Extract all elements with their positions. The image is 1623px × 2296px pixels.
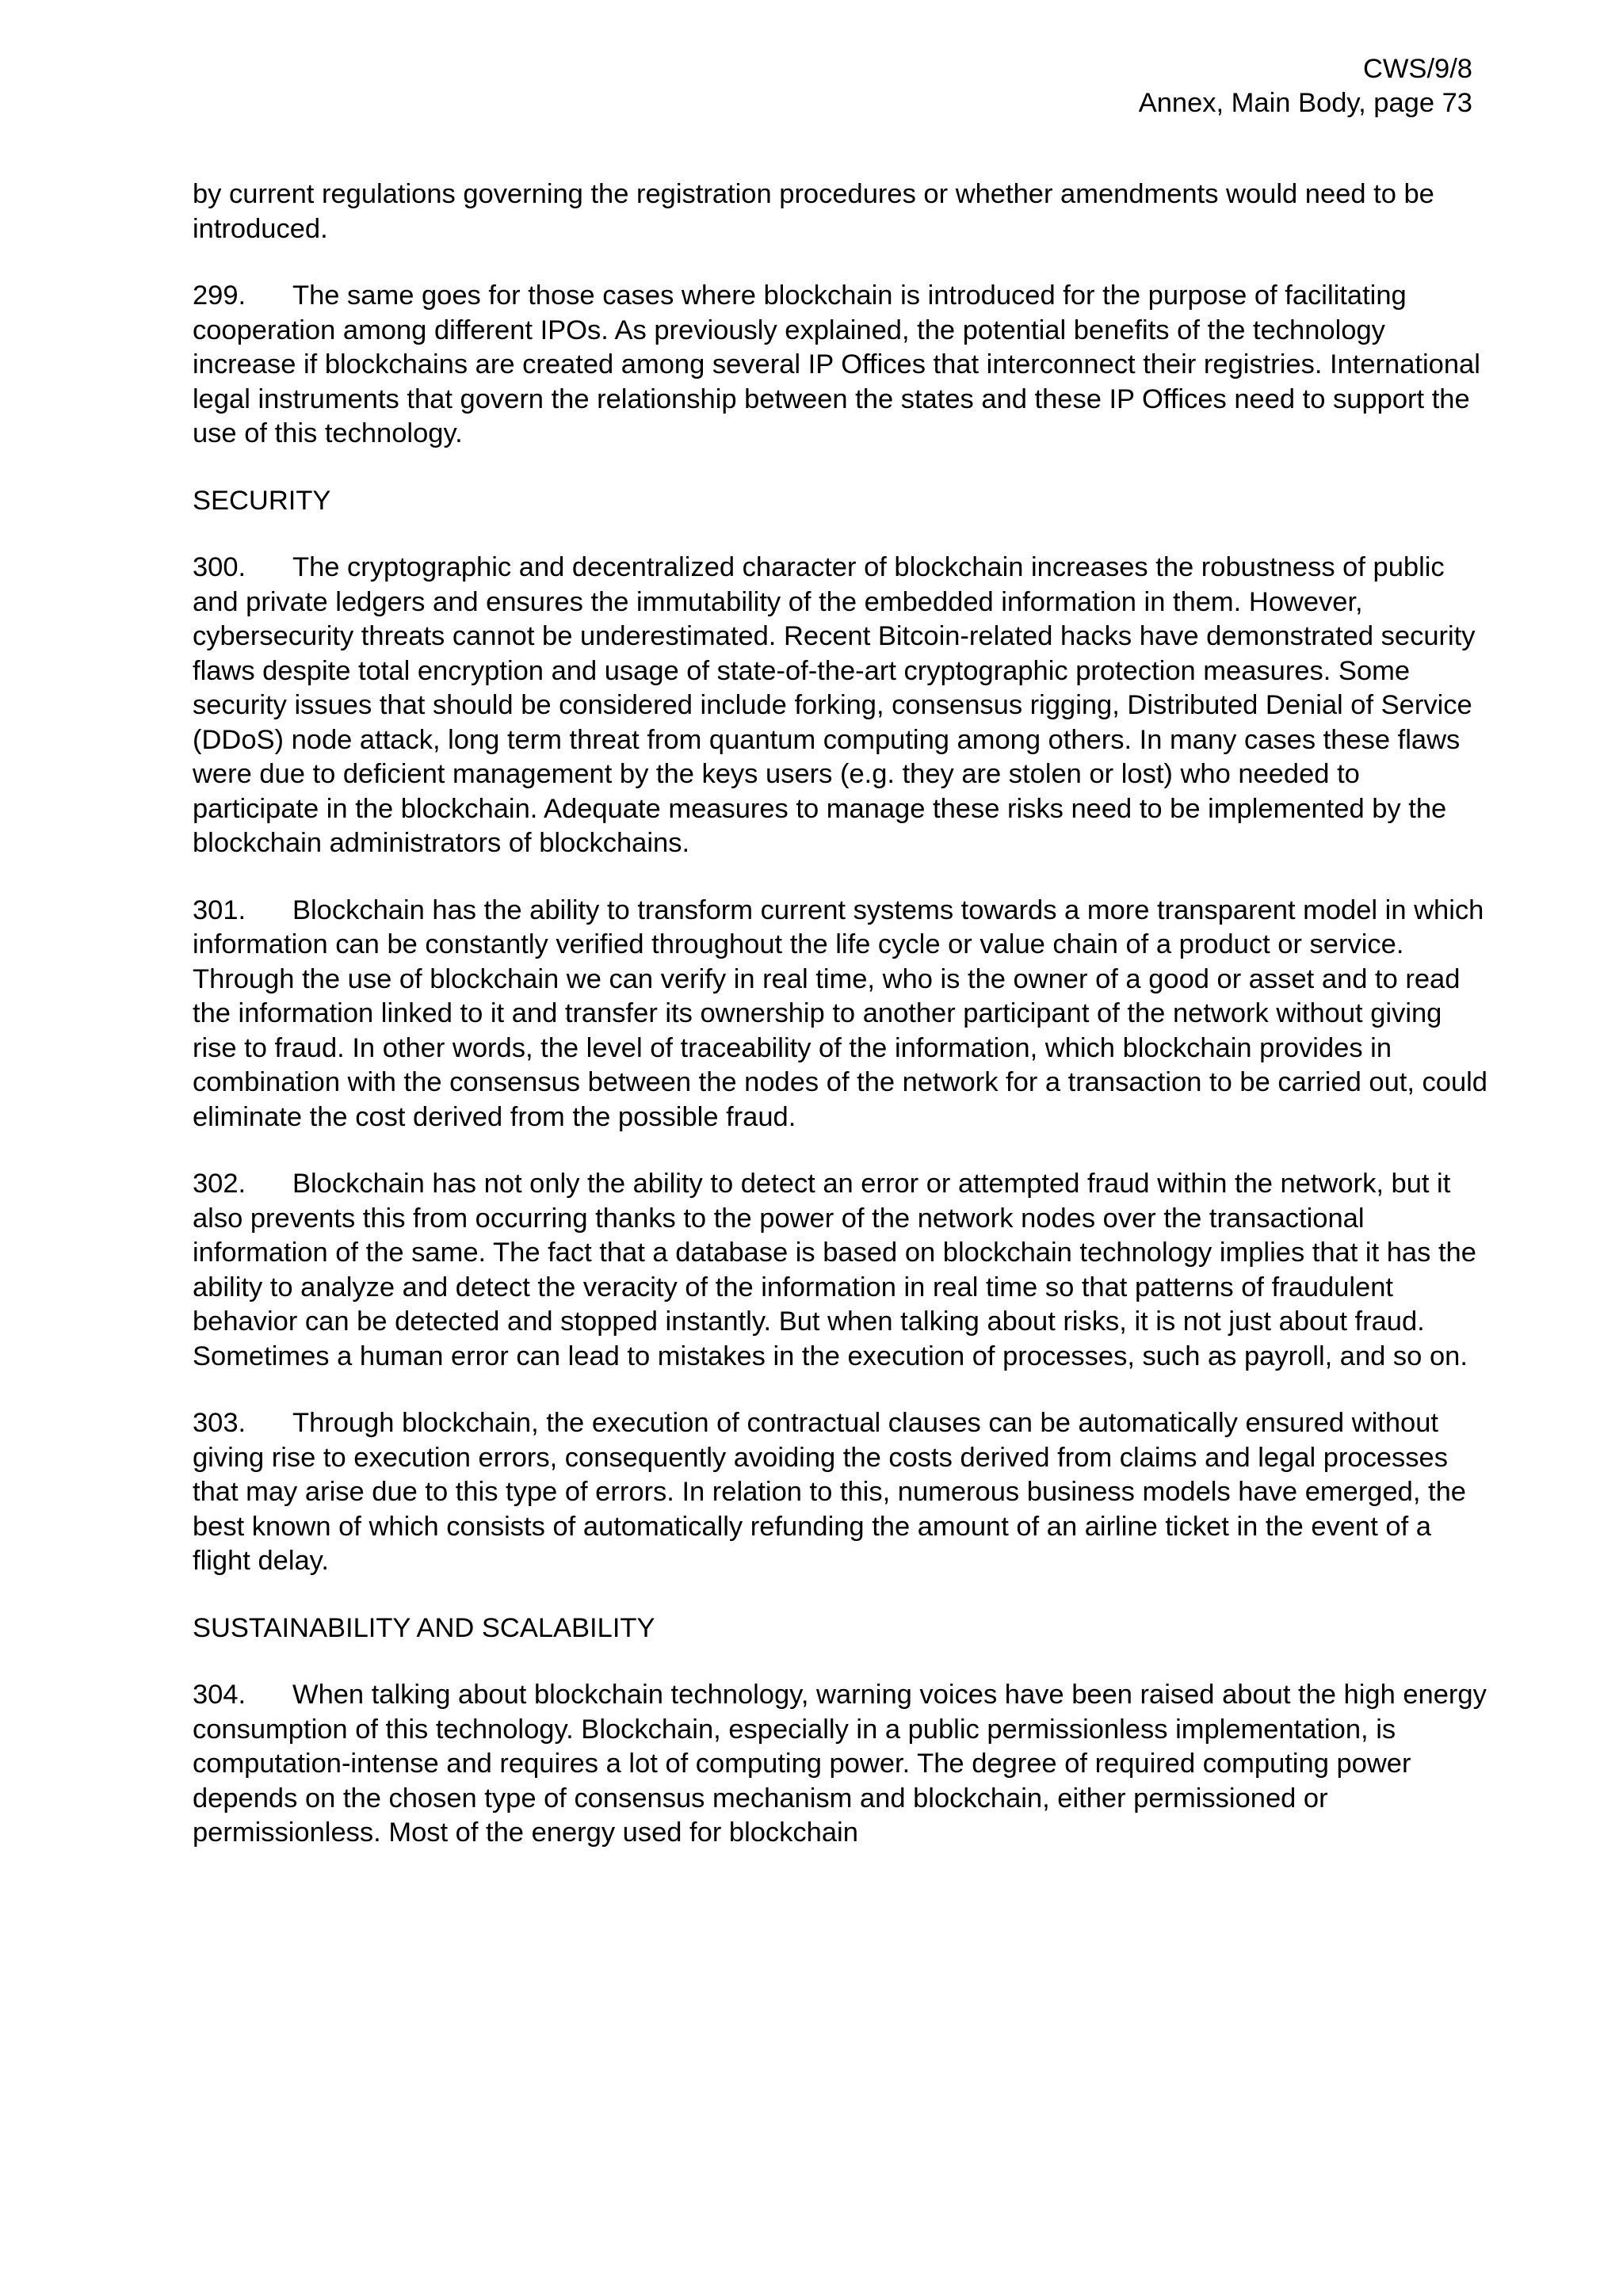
paragraph-text: The cryptographic and decentralized character of blockchain increases the robustness of public and private ledgers and ensures the immutability of the embedded information in them. However, cybersecurity threats cannot be underestimated. Recent Bitcoin-related hacks have demonstrated security flaws despite total encryption and usage of state-of-the-art cryptographic protection measures. Some security issues that should be considered include forking, consensus rigging, Distributed Denial of Service (DDoS) node attack, long term threat from quantum computing among others. In many cases these flaws were due to deficient management by the keys users (e.g. they are stolen or lost) who needed to participate in the blockchain. Adequate measures to manage these risks need to be implemented by the blockchain administrators of blockchains.: [193, 552, 1476, 858]
paragraph-302: [193, 1167, 1492, 1374]
paragraph-number: 303.: [193, 1408, 246, 1438]
paragraph-number: 301.: [193, 894, 246, 925]
section-heading-security: SECURITY: [193, 485, 331, 516]
page-reference: Annex, Main Body, page 73: [1138, 88, 1472, 118]
paragraph-text: Through blockchain, the execution of contractual clauses can be automatically ensured without giving rise to execution errors, consequently avoiding the costs derived from claims and legal processes that may arise due to this type of errors. In relation to this, numerous business models have emerged, the best known of which consists of automatically refunding the amount of an airline ticket in the event of a flight delay.: [193, 1408, 1466, 1576]
paragraph-text: The same goes for those cases where blockchain is introduced for the purpose of facilitating cooperation among different IPOs. As previously explained, the potential benefits of the technology increase if blockchains are created among several IP Offices that interconnect their registries. International legal instruments that govern the relationship between the states and these IP Offices need to support the use of this technology.: [193, 280, 1480, 448]
paragraph-number: 300.: [193, 552, 246, 582]
continuation-paragraph: by current regulations governing the registration procedures or whether amendments would need to be introduced.: [193, 179, 1434, 244]
document-body: [193, 177, 1492, 1883]
paragraph-300: [193, 551, 1492, 861]
paragraph-text: Blockchain has the ability to transform current systems towards a more transparent model in which information can be constantly verified throughout the life cycle or value chain of a product or service. Through the use of blockchain we can verify in real time, who is the owner of a good or asset and to read the information linked to it and transfer its ownership to another participant of the network without giving rise to fraud. In other words, the level of traceability of the information, which blockchain provides in combination with the consensus between the nodes of the network for a transaction to be carried out, could eliminate the cost derived from the possible fraud.: [193, 894, 1487, 1132]
page-header: [1139, 52, 1472, 120]
paragraph-number: 299.: [193, 280, 246, 311]
section-heading-sustainability: SUSTAINABILITY AND SCALABILITY: [193, 1612, 655, 1643]
paragraph-text: When talking about blockchain technology, warning voices have been raised about the high energy consumption of this technology. Blockchain, especially in a public permissionless implementation, is computation-intense and requires a lot of computing power. The degree of required computing power depends on the chosen type of consensus mechanism and blockchain, either permissioned or permissionless. Most of the energy used for blockchain: [193, 1680, 1487, 1848]
paragraph-304: [193, 1678, 1492, 1851]
paragraph-303: [193, 1406, 1492, 1579]
paragraph-number: 304.: [193, 1680, 246, 1710]
paragraph-text: Blockchain has not only the ability to detect an error or attempted fraud within the network, but it also prevents this from occurring thanks to the power of the network nodes over the transactional information of the same. The fact that a database is based on blockchain technology implies that it has the ability to analyze and detect the veracity of the information in real time so that patterns of fraudulent behavior can be detected and stopped instantly. But when talking about risks, it is not just about fraud. Sometimes a human error can lead to mistakes in the execution of processes, such as payroll, and so on.: [193, 1169, 1476, 1371]
paragraph-299: [193, 279, 1492, 452]
paragraph-301: [193, 894, 1492, 1135]
document-code: CWS/9/8: [1362, 54, 1472, 84]
paragraph-number: 302.: [193, 1169, 246, 1199]
